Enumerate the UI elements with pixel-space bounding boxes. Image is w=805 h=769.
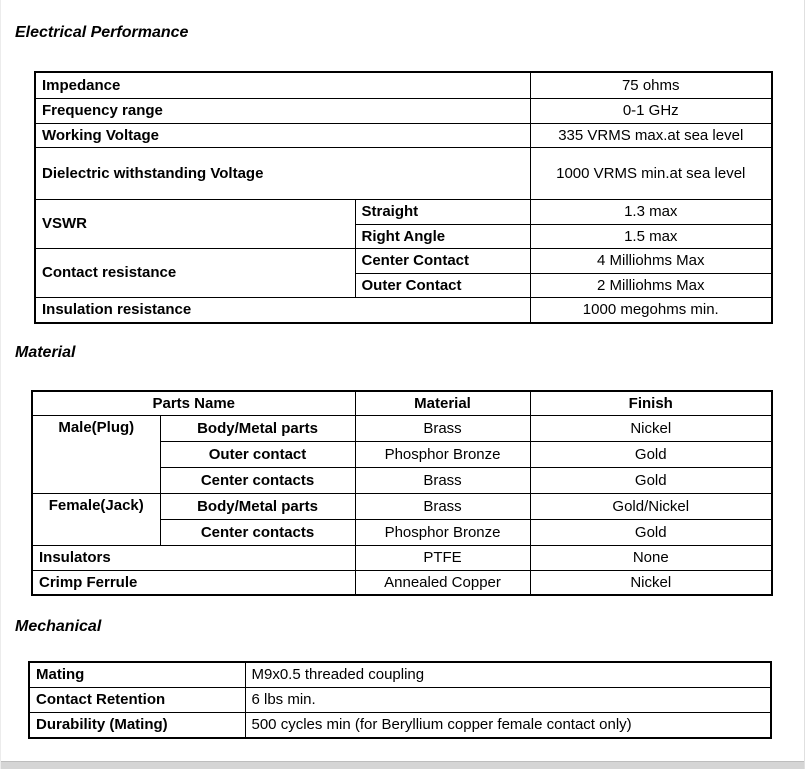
spec-value: 1000 megohms min. [530,297,772,323]
mechanical-table [28,661,772,739]
table-row [35,72,772,98]
part-finish: Gold [530,467,772,493]
section-heading-material: Material [15,344,76,361]
material-table [31,390,773,596]
table-row [35,123,772,147]
spec-label: Insulation resistance [35,297,530,323]
spec-sublabel: Outer Contact [355,273,530,297]
spec-label: Dielectric withstanding Voltage [35,147,530,199]
spec-label: Working Voltage [35,123,530,147]
part-material: Annealed Copper [355,570,530,595]
column-header-parts-name: Parts Name [32,391,355,415]
table-row [35,199,772,224]
part-material: Brass [355,493,530,519]
spec-value: 1000 VRMS min.at sea level [530,147,772,199]
page-edge-separator [1,761,804,769]
spec-sublabel: Center Contact [355,248,530,273]
spec-value: 75 ohms [530,72,772,98]
spec-value: 1.5 max [530,224,772,248]
part-material: Phosphor Bronze [355,441,530,467]
part-group-label: Male(Plug) [32,415,160,493]
part-material: PTFE [355,545,530,570]
table-row [32,545,772,570]
table-row [35,98,772,123]
part-material: Phosphor Bronze [355,519,530,545]
spec-label: Mating [29,662,245,687]
table-row [32,493,772,519]
section-heading-electrical-performance: Electrical Performance [15,24,189,41]
part-finish: Gold [530,519,772,545]
section-heading-mechanical: Mechanical [15,618,102,635]
part-name: Insulators [32,545,355,570]
table-row [29,712,771,738]
part-name: Outer contact [160,441,355,467]
spec-label: Impedance [35,72,530,98]
table-header-row [32,391,772,415]
part-name: Center contacts [160,467,355,493]
spec-sublabel: Right Angle [355,224,530,248]
part-name: Crimp Ferrule [32,570,355,595]
part-finish: None [530,545,772,570]
electrical-performance-table [34,71,773,324]
spec-value: 335 VRMS max.at sea level [530,123,772,147]
spec-label: Frequency range [35,98,530,123]
spec-value: 500 cycles min (for Beryllium copper female contact only) [245,712,771,738]
part-name: Center contacts [160,519,355,545]
column-header-finish: Finish [530,391,772,415]
part-name: Body/Metal parts [160,493,355,519]
table-row [29,662,771,687]
part-finish: Gold/Nickel [530,493,772,519]
spec-value: 4 Milliohms Max [530,248,772,273]
table-row [35,297,772,323]
part-finish: Nickel [530,570,772,595]
table-row [35,248,772,273]
table-row [32,570,772,595]
spec-value: 1.3 max [530,199,772,224]
part-finish: Nickel [530,415,772,441]
spec-value: 0-1 GHz [530,98,772,123]
column-header-material: Material [355,391,530,415]
spec-value: 6 lbs min. [245,687,771,712]
spec-group-label: Contact resistance [35,248,355,297]
spec-label: Contact Retention [29,687,245,712]
part-group-label: Female(Jack) [32,493,160,545]
table-row [32,415,772,441]
spec-label: Durability (Mating) [29,712,245,738]
part-name: Body/Metal parts [160,415,355,441]
part-material: Brass [355,415,530,441]
table-row [35,147,772,199]
spec-value: M9x0.5 threaded coupling [245,662,771,687]
spec-sublabel: Straight [355,199,530,224]
spec-group-label: VSWR [35,199,355,248]
part-finish: Gold [530,441,772,467]
spec-value: 2 Milliohms Max [530,273,772,297]
table-row [29,687,771,712]
part-material: Brass [355,467,530,493]
